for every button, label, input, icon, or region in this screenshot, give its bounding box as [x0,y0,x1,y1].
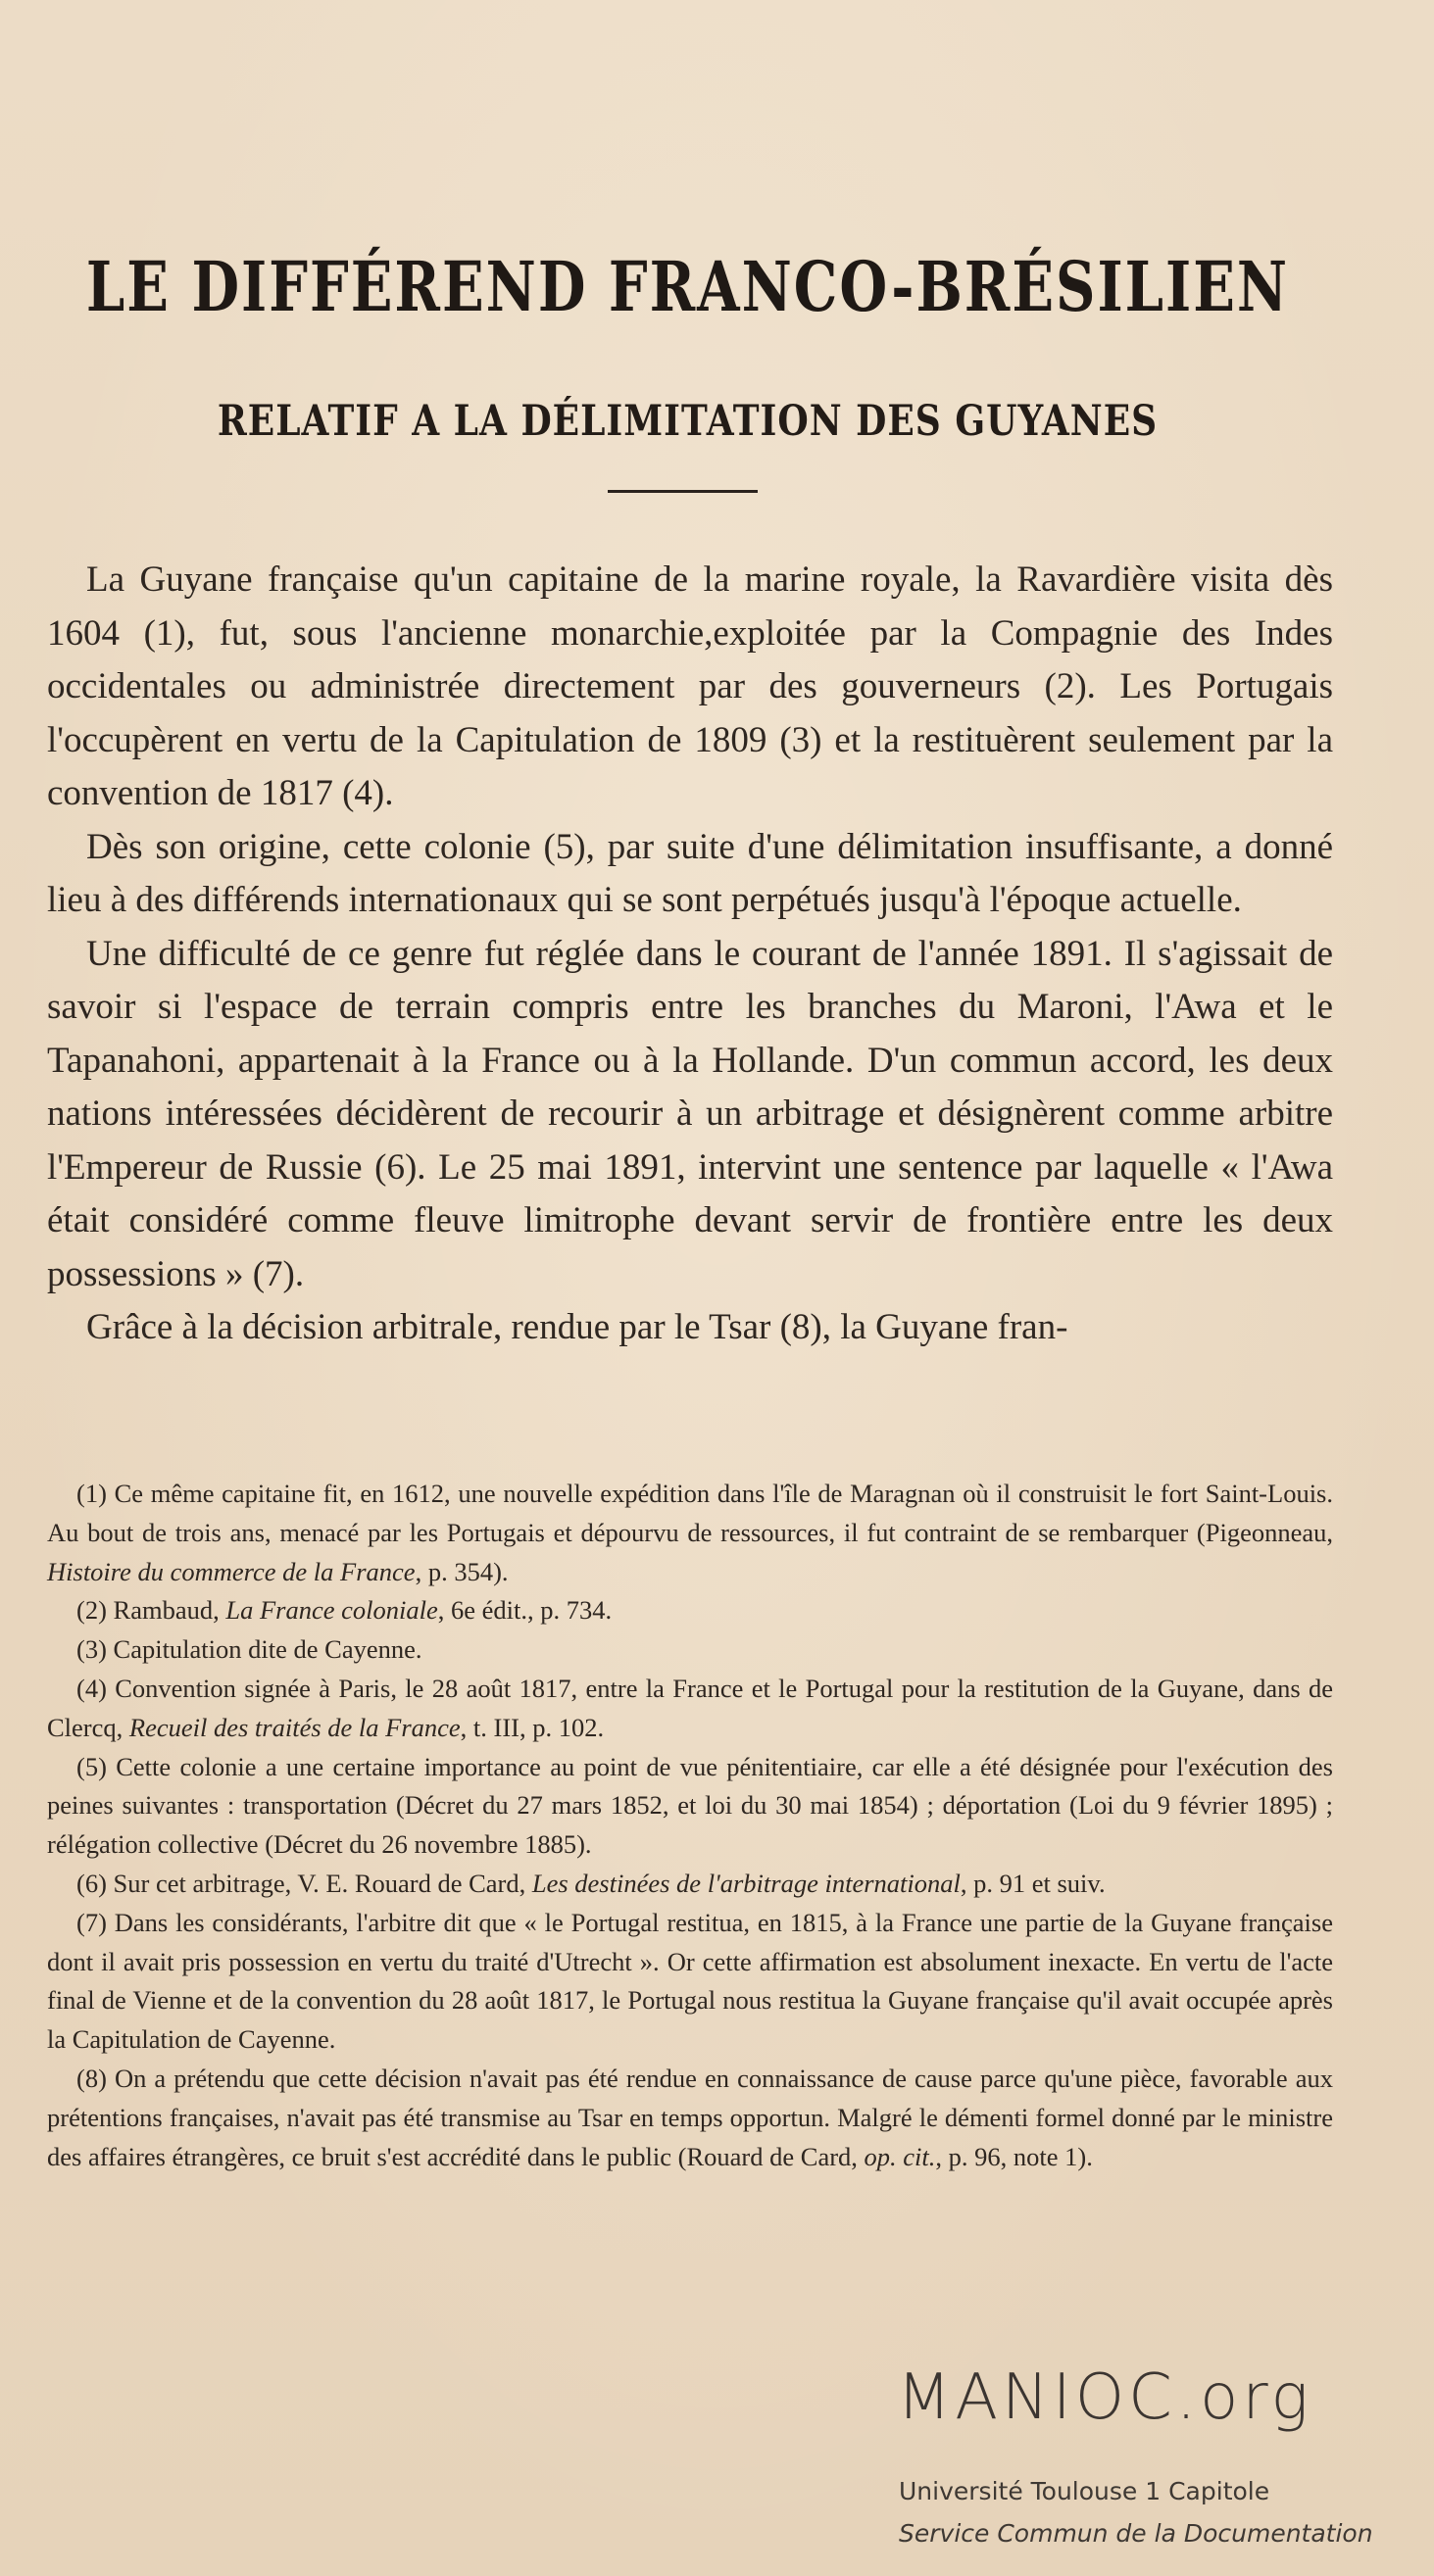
footnote-1 [47,1475,1333,1591]
footnote-7: (7) Dans les considérants, l'arbitre dit que « le Portugal restitua, en 1815, à la France une partie de la Guyane française dont il avait pris possession en vertu du traité d'Utrecht ». Or cette affirmation est absolument inexacte. En vertu de l'acte final de Vienne et de la convention du 28 août 1817, le Portugal nous restitua la Guyane française qu'il avait occupée après la Capitulation de Cayenne. [47,1907,1333,2055]
footnote-2-reference: , 6e édit., p. 734. [437,1595,613,1626]
body-paragraph-3: Une difficulté de ce genre fut réglée dans le courant de l'année 1891. Il s'agissait de savoir si l'espace de terrain compris entre les branches du Maroni, l'Awa et le Tapanahoni, appartenait à la France ou à la Hollande. D'un commun accord, les deux nations intéressées décidèrent de recourir à un arbitrage et désignèrent comme arbitre l'Empereur de Russie (6). Le 25 mai 1891, intervint une sentence par laquelle « l'Awa était considéré comme fleuve limitrophe devant servir de frontière entre les deux possessions » (7). [47,933,1333,1294]
manioc-logo: MANIOC.org [897,2361,1312,2434]
footnote-5: (5) Cette colonie a une certaine importance au point de vue pénitentiaire, car elle a été désignée pour l'exécution des peines suivantes : transportation (Décret du 27 mars 1852, et loi du 30 mai 1854) ; déportation (Loi du 9 février 1895) ; rélégation collective (Décret du 26 novembre 1885). [47,1751,1333,1860]
body-paragraph-2: Dès son origine, cette colonie (5), par suite d'une délimitation insuffisante, a donné lieu à des différends internationaux qui se sont perpétués jusqu'à l'époque actuelle. [47,826,1333,920]
footnote-6-citation: Les destinées de l'arbitrage international [531,1868,961,1898]
footnote-4-text: (4) Convention signée à Paris, le 28 août 1817, entre la France et le Portugal pour la restitution de la Guyane, dans de Clercq, [47,1673,1333,1742]
document-subtitle: RELATIF A LA DÉLIMITATION DES GUYANES [217,396,1159,446]
footnote-2-text: (2) Rambaud, [76,1595,226,1626]
footnote-6-reference: , p. 91 et suiv. [960,1868,1106,1898]
footnote-4-reference: , t. III, p. 102. [460,1712,605,1742]
institution-name: Université Toulouse 1 Capitole [899,2477,1270,2505]
footnote-6-text: (6) Sur cet arbitrage, V. E. Rouard de Card, [76,1868,532,1898]
footnote-8-text: (8) On a prétendu que cette décision n'avait pas été rendue en connaissance de cause parce qu'une pièce, favorable aux prétentions françaises, n'avait pas été transmise au Tsar en temps opportun. Malgré le démenti formel donné par le ministre des affaires étrangères, ce bruit s'est accrédité dans le public (Rouard de Card, [47,2063,1333,2171]
footnote-1-reference: , p. 354). [415,1556,509,1586]
body-paragraph-1: La Guyane française qu'un capitaine de la marine royale, la Ravardière visita dès 1604 (1), fut, sous l'ancienne monarchie,exploitée par la Compagnie des Indes occidentales ou administrée directement par des gouverneurs (2). Les Portugais l'occupèrent en vertu de la Capitulation de 1809 (3) et la restituèrent seulement par la convention de 1817 (4). [47,559,1333,813]
body-text [47,554,1333,1355]
footnote-4 [47,1670,1333,1748]
footnote-8 [47,2060,1333,2176]
footnotes [47,1475,1333,2176]
footnote-3: (3) Capitulation dite de Cayenne. [76,1634,422,1665]
footnote-1-citation: Histoire du commerce de la France [47,1556,416,1586]
footnote-8-reference: , p. 96, note 1). [935,2141,1093,2171]
footnote-4-citation: Recueil des traités de la France [128,1712,461,1742]
footnote-6 [47,1865,1333,1904]
footnote-1-text: (1) Ce même capitaine fit, en 1612, une nouvelle expédition dans l'île de Maragnan où il construisit le fort Saint-Louis. Au bout de trois ans, menacé par les Portugais et dépourvu de ressources, il fut contraint de se rembarquer (Pigeonneau, [47,1479,1333,1547]
footnote-8-citation: op. cit. [864,2141,936,2171]
body-paragraph-4: Grâce à la décision arbitrale, rendue par le Tsar (8), la Guyane fran- [86,1307,1068,1347]
service-name: Service Commun de la Documentation [899,2519,1373,2548]
footnote-2 [47,1591,1333,1630]
footnote-2-citation: La France coloniale [225,1595,438,1626]
title-separator-rule [608,490,758,493]
document-title: LE DIFFÉREND FRANCO-BRÉSILIEN [85,246,1290,328]
